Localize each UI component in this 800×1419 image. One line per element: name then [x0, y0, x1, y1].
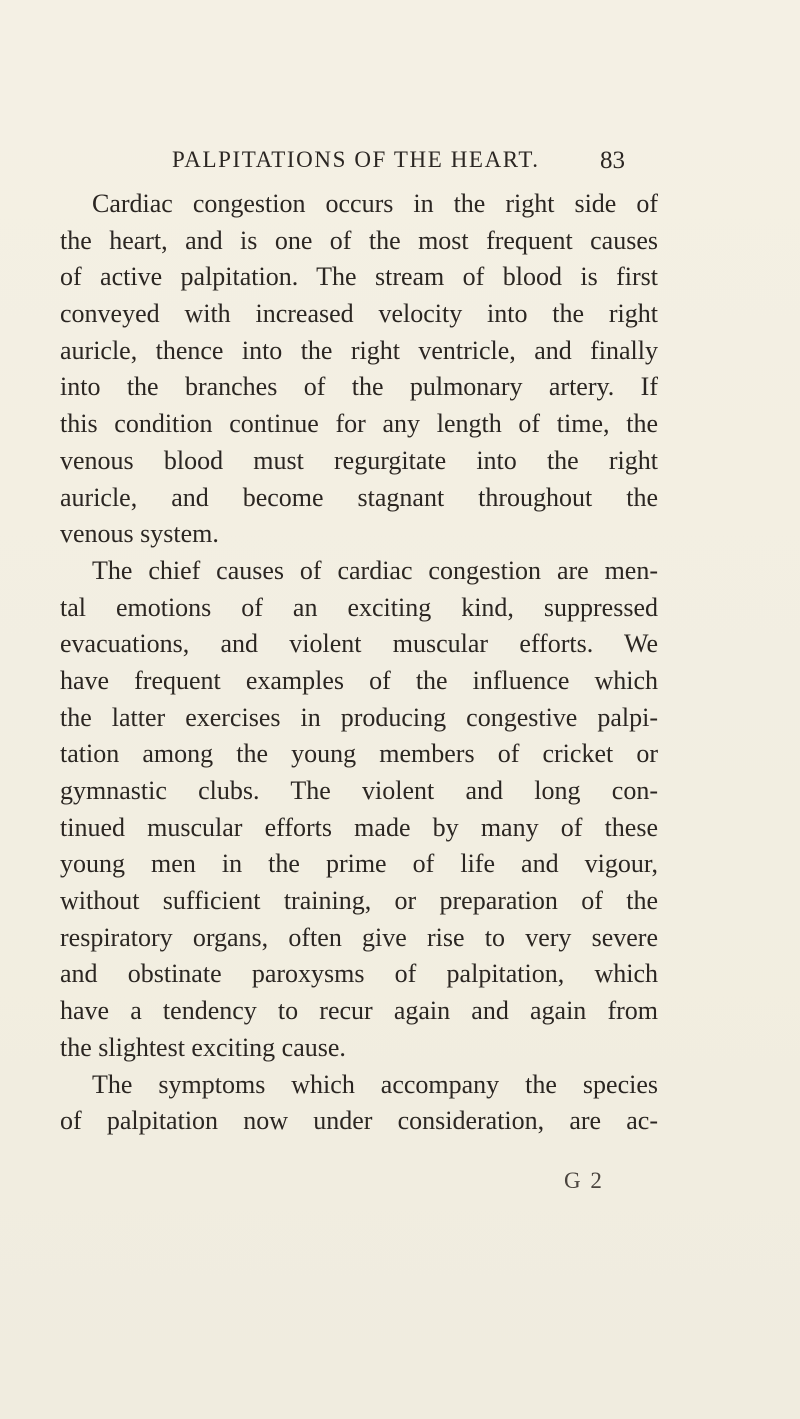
text-line: tation among the young members of cricket or — [60, 739, 658, 769]
text-line: tal emotions of an exciting kind, suppressed — [60, 592, 658, 622]
text-line: young men in the prime of life and vigour, — [60, 849, 658, 879]
text-line: of active palpitation. The stream of blood is first — [60, 262, 658, 292]
text-line: the slightest exciting cause. — [60, 1032, 346, 1062]
text-line: Cardiac congestion occurs in the right side of — [92, 189, 658, 218]
text-line: auricle, and become stagnant throughout the — [60, 482, 658, 512]
running-head: PALPITATIONS OF THE HEART. — [172, 147, 540, 172]
body-text — [60, 186, 658, 1140]
text-line: tinued muscular efforts made by many of these — [60, 812, 658, 842]
text-line: and obstinate paroxysms of palpitation, which — [60, 959, 658, 989]
text-line: of palpitation now under consideration, are ac- — [60, 1106, 658, 1136]
text-line: evacuations, and violent muscular efforts. We — [60, 629, 658, 659]
text-line: without sufficient training, or preparation of the — [60, 886, 658, 916]
text-line: gymnastic clubs. The violent and long con- — [60, 776, 658, 805]
text-line: have frequent examples of the influence which — [60, 665, 658, 695]
text-line: respiratory organs, often give rise to very severe — [60, 922, 658, 952]
text-line: have a tendency to recur again and again from — [60, 996, 658, 1026]
text-line: auricle, thence into the right ventricle, and finally — [60, 335, 658, 365]
page-number: 83 — [600, 147, 625, 174]
text-line: into the branches of the pulmonary artery. If — [60, 372, 658, 402]
text-line: venous system. — [60, 519, 219, 549]
text-line: the heart, and is one of the most frequent causes — [60, 225, 658, 255]
text-line: The symptoms which accompany the species — [92, 1069, 658, 1099]
text-line: the latter exercises in producing congestive palpi- — [60, 702, 658, 732]
text-line: venous blood must regurgitate into the right — [60, 445, 658, 475]
text-line: this condition continue for any length of time, the — [60, 409, 658, 439]
signature-mark: G 2 — [564, 1168, 604, 1193]
text-line: The chief causes of cardiac congestion are men- — [92, 555, 658, 585]
page-header — [0, 147, 800, 177]
text-line: conveyed with increased velocity into the right — [60, 299, 658, 329]
